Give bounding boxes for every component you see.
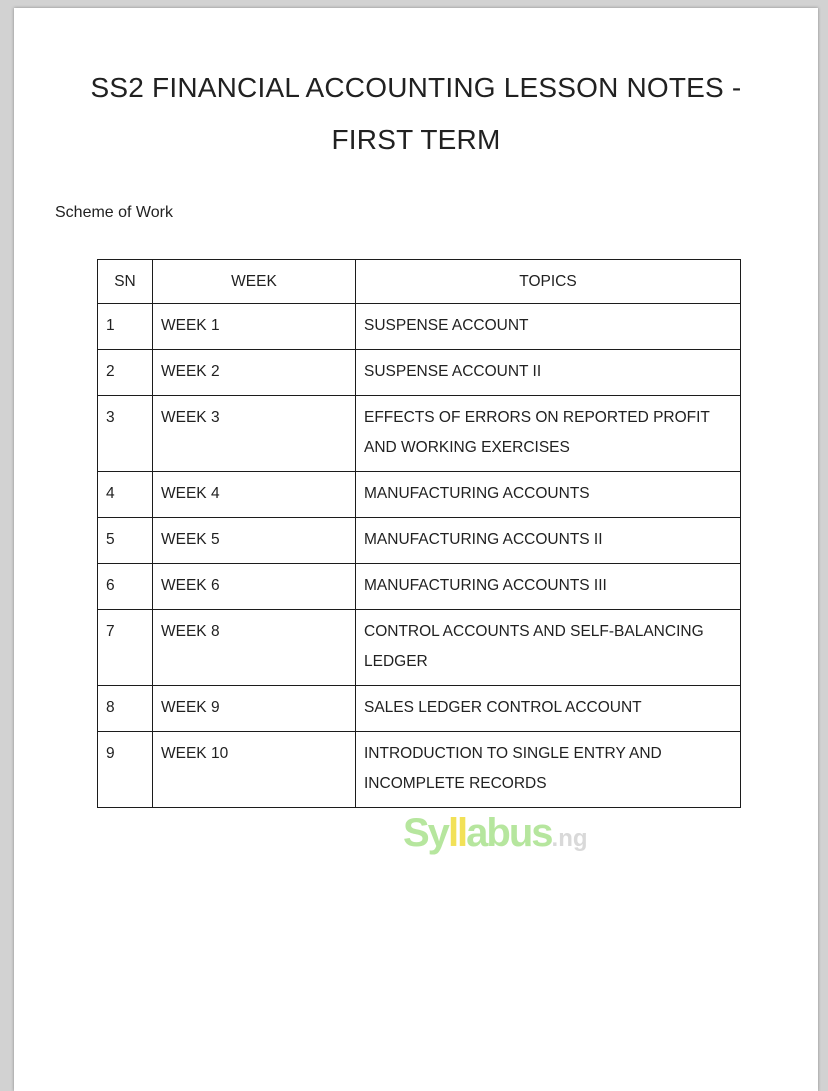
sn-cell: 4 [98, 472, 153, 518]
sn-cell: 3 [98, 396, 153, 472]
document-title [56, 62, 776, 166]
table-row [98, 472, 741, 518]
sn-cell: 1 [98, 304, 153, 350]
topic-cell: SALES LEDGER CONTROL ACCOUNT [356, 686, 741, 732]
table-row [98, 304, 741, 350]
watermark-segment: Sy [403, 811, 448, 855]
table-row [98, 610, 741, 686]
topic-cell: CONTROL ACCOUNTS AND SELF-BALANCING LEDGER [356, 610, 741, 686]
table-row [98, 396, 741, 472]
week-cell: WEEK 6 [153, 564, 356, 610]
week-cell: WEEK 9 [153, 686, 356, 732]
watermark-segment: abus [466, 811, 552, 855]
topic-cell: INTRODUCTION TO SINGLE ENTRY AND INCOMPLETE RECORDS [356, 732, 741, 808]
sn-cell: 9 [98, 732, 153, 808]
table-row [98, 732, 741, 808]
table-header-row [98, 260, 741, 304]
sn-cell: 5 [98, 518, 153, 564]
week-cell: WEEK 8 [153, 610, 356, 686]
table-row [98, 518, 741, 564]
watermark-segment: .ng [551, 825, 588, 852]
syllabus-watermark [403, 811, 588, 855]
week-cell: WEEK 5 [153, 518, 356, 564]
document-title-line2: FIRST TERM [331, 124, 501, 155]
table-row [98, 686, 741, 732]
scheme-of-work-table [97, 259, 741, 808]
week-cell: WEEK 4 [153, 472, 356, 518]
column-header-week: WEEK [153, 260, 356, 304]
topic-cell: MANUFACTURING ACCOUNTS III [356, 564, 741, 610]
week-cell: WEEK 10 [153, 732, 356, 808]
column-header-sn: SN [98, 260, 153, 304]
column-header-topics: TOPICS [356, 260, 741, 304]
watermark-segment: ll [447, 811, 467, 855]
week-cell: WEEK 1 [153, 304, 356, 350]
document-page [14, 8, 818, 1091]
sn-cell: 8 [98, 686, 153, 732]
sn-cell: 2 [98, 350, 153, 396]
week-cell: WEEK 3 [153, 396, 356, 472]
scheme-of-work-label: Scheme of Work [55, 204, 173, 221]
table-body [98, 304, 741, 808]
scheme-table-container [97, 259, 743, 855]
topic-cell: SUSPENSE ACCOUNT [356, 304, 741, 350]
sn-cell: 7 [98, 610, 153, 686]
document-title-line1: SS2 FINANCIAL ACCOUNTING LESSON NOTES - [90, 72, 742, 103]
table-row [98, 350, 741, 396]
week-cell: WEEK 2 [153, 350, 356, 396]
table-row [98, 564, 741, 610]
topic-cell: MANUFACTURING ACCOUNTS [356, 472, 741, 518]
topic-cell: SUSPENSE ACCOUNT II [356, 350, 741, 396]
topic-cell: MANUFACTURING ACCOUNTS II [356, 518, 741, 564]
sn-cell: 6 [98, 564, 153, 610]
topic-cell: EFFECTS OF ERRORS ON REPORTED PROFIT AND WORKING EXERCISES [356, 396, 741, 472]
